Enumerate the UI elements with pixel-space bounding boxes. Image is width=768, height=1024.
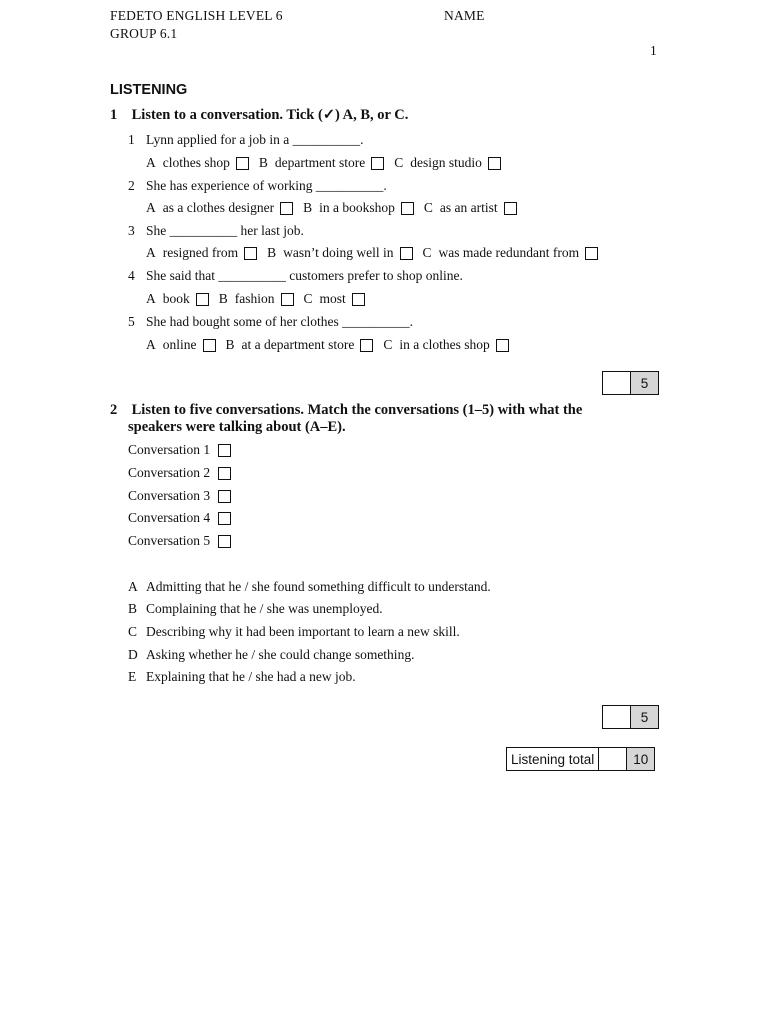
- listening-total-label: Listening total: [507, 748, 599, 770]
- task2-number: 2: [110, 402, 118, 418]
- option-b: [267, 245, 412, 261]
- option-b: [219, 291, 294, 307]
- task1-score-max: 5: [631, 372, 658, 394]
- answer-box[interactable]: [218, 444, 231, 457]
- tick-checkbox[interactable]: [360, 339, 373, 352]
- tick-checkbox[interactable]: [496, 339, 509, 352]
- task1-options: [146, 200, 527, 216]
- answer-box[interactable]: [218, 490, 231, 503]
- task1-options: [146, 337, 519, 353]
- tick-checkbox[interactable]: [352, 293, 365, 306]
- task2-score-max: 5: [631, 706, 658, 728]
- option-letter: B: [303, 200, 313, 215]
- topic-letter: C: [128, 624, 138, 639]
- question-number: 2: [128, 178, 135, 193]
- task1-number: 1: [110, 107, 118, 123]
- option-text: book: [162, 291, 190, 306]
- topic-letter: D: [128, 647, 138, 662]
- conversation-row: [128, 510, 231, 526]
- conversation-label: Conversation 4: [128, 510, 211, 525]
- topic-text: Explaining that he / she had a new job.: [146, 669, 356, 684]
- option-letter: C: [303, 291, 313, 306]
- task1-score-input[interactable]: [603, 372, 631, 394]
- option-a: [146, 291, 209, 307]
- topic-letter: B: [128, 601, 138, 616]
- option-letter: C: [383, 337, 393, 352]
- question-number: 3: [128, 223, 135, 238]
- conversation-row: [128, 465, 231, 481]
- topic-item: [128, 579, 491, 595]
- tick-checkbox[interactable]: [236, 157, 249, 170]
- option-letter: C: [423, 200, 433, 215]
- topic-text: Complaining that he / she was unemployed.: [146, 601, 383, 616]
- option-b: [226, 337, 374, 353]
- conversation-label: Conversation 3: [128, 488, 211, 503]
- option-letter: A: [146, 291, 156, 306]
- tick-checkbox[interactable]: [280, 202, 293, 215]
- answer-box[interactable]: [218, 535, 231, 548]
- question-number: 5: [128, 314, 135, 329]
- option-c: [394, 155, 501, 171]
- option-c: [304, 291, 365, 307]
- conversation-row: [128, 488, 231, 504]
- option-text: at a department store: [241, 337, 355, 352]
- task1-instruction: Listen to a conversation. Tick (✓) A, B, or C.: [131, 107, 409, 123]
- answer-box[interactable]: [218, 467, 231, 480]
- option-c: [423, 245, 599, 261]
- task1-options: [146, 291, 375, 307]
- topic-letter: E: [128, 669, 137, 684]
- tick-checkbox[interactable]: [196, 293, 209, 306]
- topic-text: Asking whether he / she could change something.: [146, 647, 415, 662]
- task1-score-box: [602, 371, 659, 395]
- question-text: She said that __________ customers prefer to shop online.: [146, 268, 463, 283]
- tick-checkbox[interactable]: [401, 202, 414, 215]
- option-letter: C: [394, 155, 404, 170]
- option-text: as an artist: [439, 200, 498, 215]
- option-c: [383, 337, 508, 353]
- option-text: was made redundant from: [438, 245, 580, 260]
- tick-checkbox[interactable]: [488, 157, 501, 170]
- task1-question: [128, 223, 304, 239]
- name-label: NAME: [444, 8, 485, 23]
- question-number: 1: [128, 132, 135, 147]
- conversation-label: Conversation 2: [128, 465, 211, 480]
- task2-score-input[interactable]: [603, 706, 631, 728]
- option-text: resigned from: [162, 245, 239, 260]
- conversation-label: Conversation 1: [128, 442, 211, 457]
- question-text: She __________ her last job.: [146, 223, 304, 238]
- option-text: department store: [274, 155, 366, 170]
- option-text: in a clothes shop: [399, 337, 490, 352]
- task1-question: [128, 178, 387, 194]
- task2-heading: [110, 402, 582, 419]
- listening-total-box: [506, 747, 655, 771]
- option-letter: A: [146, 245, 156, 260]
- conversation-row: [128, 533, 231, 549]
- task2-score-box: [602, 705, 659, 729]
- tick-checkbox[interactable]: [585, 247, 598, 260]
- tick-checkbox[interactable]: [400, 247, 413, 260]
- option-letter: B: [218, 291, 228, 306]
- listening-total-input[interactable]: [599, 748, 627, 770]
- question-text: She has experience of working __________.: [146, 178, 387, 193]
- option-b: [259, 155, 384, 171]
- task2-instruction-line2: speakers were talking about (A–E).: [128, 419, 346, 435]
- task1-options: [146, 245, 608, 261]
- option-text: online: [162, 337, 197, 352]
- option-text: clothes shop: [162, 155, 230, 170]
- answer-box[interactable]: [218, 512, 231, 525]
- option-text: fashion: [234, 291, 275, 306]
- conversation-label: Conversation 5: [128, 533, 211, 548]
- topic-item: [128, 647, 414, 663]
- worksheet-title: FEDETO ENGLISH LEVEL 6: [110, 8, 283, 23]
- option-letter: A: [146, 155, 156, 170]
- conversation-row: [128, 442, 231, 458]
- tick-checkbox[interactable]: [371, 157, 384, 170]
- tick-checkbox[interactable]: [203, 339, 216, 352]
- topic-text: Admitting that he / she found something difficult to understand.: [146, 579, 491, 594]
- page-number: 1: [650, 43, 657, 58]
- option-letter: A: [146, 337, 156, 352]
- tick-checkbox[interactable]: [504, 202, 517, 215]
- group-label: GROUP 6.1: [110, 26, 178, 41]
- option-text: as a clothes designer: [162, 200, 275, 215]
- task1-options: [146, 155, 511, 171]
- topic-item: [128, 624, 460, 640]
- option-a: [146, 155, 249, 171]
- task1-question: [128, 314, 413, 330]
- section-title: LISTENING: [110, 82, 188, 98]
- task2-instruction-line1: Listen to five conversations. Match the conversations (1–5) with what the: [131, 402, 583, 418]
- listening-total-max: 10: [627, 748, 654, 770]
- option-letter: B: [258, 155, 268, 170]
- topic-item: [128, 601, 383, 617]
- option-a: [146, 200, 293, 216]
- option-text: design studio: [410, 155, 482, 170]
- topic-text: Describing why it had been important to learn a new skill.: [146, 624, 460, 639]
- option-text: wasn’t doing well in: [283, 245, 394, 260]
- question-text: Lynn applied for a job in a __________.: [146, 132, 364, 147]
- option-letter: B: [267, 245, 277, 260]
- option-text: in a bookshop: [319, 200, 395, 215]
- option-a: [146, 245, 257, 261]
- topic-item: [128, 669, 356, 685]
- tick-checkbox[interactable]: [281, 293, 294, 306]
- task1-heading: [110, 107, 408, 124]
- task1-question: [128, 268, 463, 284]
- question-text: She had bought some of her clothes __________.: [146, 314, 413, 329]
- option-letter: A: [146, 200, 156, 215]
- tick-checkbox[interactable]: [244, 247, 257, 260]
- task1-question: [128, 132, 363, 148]
- option-text: most: [319, 291, 346, 306]
- option-c: [424, 200, 517, 216]
- option-letter: B: [225, 337, 235, 352]
- option-a: [146, 337, 216, 353]
- option-letter: C: [422, 245, 432, 260]
- question-number: 4: [128, 268, 135, 283]
- topic-letter: A: [128, 579, 138, 594]
- option-b: [303, 200, 414, 216]
